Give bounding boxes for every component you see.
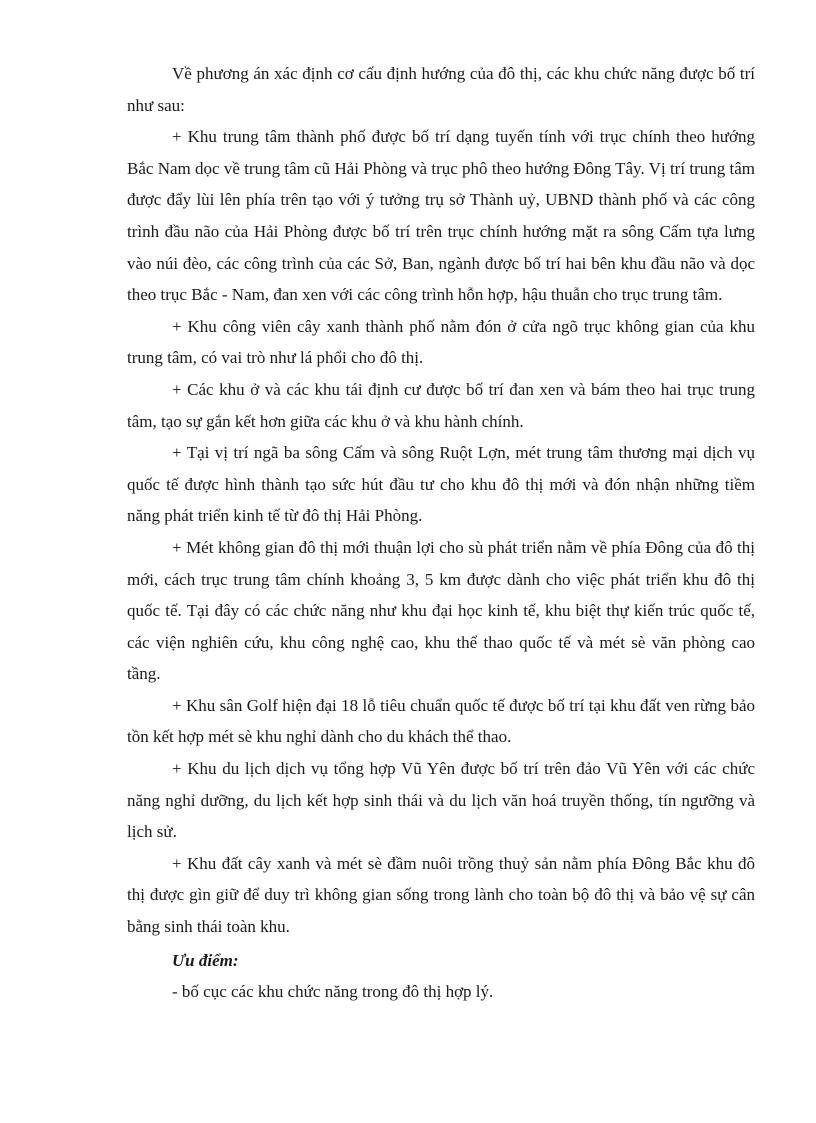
item-paragraph-international: + Mét không gian đô thị mới thuận lợi cho sù phát triển nằm về phía Đông của đô thị mới, cách trục trung tâm chính khoảng 3, 5 km được dành cho việc phát triển khu đô thị quốc tế. Tại đây có các chức năng như khu đại học kinh tế, khu biệt thự kiến trúc quốc tế, các viện nghiên cứu, khu công nghệ cao, khu thể thao quốc tế và mét sè văn phòng cao tầng.: [127, 537, 755, 684]
item-paragraph-commerce: + Tại vị trí ngã ba sông Cấm và sông Ruột Lợn, mét trung tâm thương mại dịch vụ quốc tế được hình thành tạo sức hút đầu tư cho khu đô thị mới và đón nhận những tiềm năng phát triển kinh tế từ đô thị Hải Phòng.: [127, 443, 755, 526]
advantages-item: - bố cục các khu chức năng trong đô thị hợp lý.: [172, 982, 494, 1002]
item-paragraph-golf: + Khu sân Golf hiện đại 18 lỗ tiêu chuẩn quốc tế được bố trí tại khu đất ven rừng bảo tồn kết hợp mét sè khu nghỉ dành cho du khách thể thao.: [127, 695, 755, 747]
document-page: [127, 58, 755, 1008]
item-paragraph-park: + Khu công viên cây xanh thành phố nằm đón ở cửa ngõ trục không gian của khu trung tâm, có vai trò như lá phổi cho đô thị.: [127, 316, 755, 368]
intro-paragraph: Về phương án xác định cơ cấu định hướng của đô thị, các khu chức năng được bố trí như sau:: [127, 64, 755, 115]
item-paragraph-vu-yen: + Khu du lịch dịch vụ tổng hợp Vũ Yên được bố trí trên đảo Vũ Yên với các chức năng nghỉ dưỡng, du lịch kết hợp sinh thái và du lịch văn hoá truyền thống, tín ngưỡng và lịch sử.: [127, 759, 755, 842]
advantages-heading: Ưu điểm:: [172, 950, 239, 970]
item-paragraph-green-land: + Khu đất cây xanh và mét sè đầm nuôi trồng thuỷ sản nằm phía Đông Bắc khu đô thị được gìn giữ để duy trì không gian sống trong lành cho toàn bộ đô thị và bảo vệ sự cân bằng sinh thái toàn khu.: [127, 853, 755, 937]
item-paragraph-center: + Khu trung tâm thành phố được bố trí dạng tuyến tính với trục chính theo hướng Bắc Nam dọc về trung tâm cũ Hải Phòng và trục phô theo hướng Đông Tây. Vị trí trung tâm được đẩy lùi lên phía trên tạo với ý tưởng trụ sở Thành uỷ, UBND thành phố và các công trình đầu não của Hải Phòng được bố trí trên trục chính hướng mặt ra sông Cấm tựa lưng vào núi đèo, các công trình của các Sở, Ban, ngành được bố trí hai bên khu đầu não và dọc theo trục Bắc - Nam, đan xen với các công trình hỗn hợp, hậu thuẫn cho trục trung tâm.: [127, 127, 755, 305]
item-paragraph-residential: + Các khu ở và các khu tái định cư được bố trí đan xen và bám theo hai trục trung tâm, tạo sự gắn kết hơn giữa các khu ở và khu hành chính.: [127, 379, 755, 431]
